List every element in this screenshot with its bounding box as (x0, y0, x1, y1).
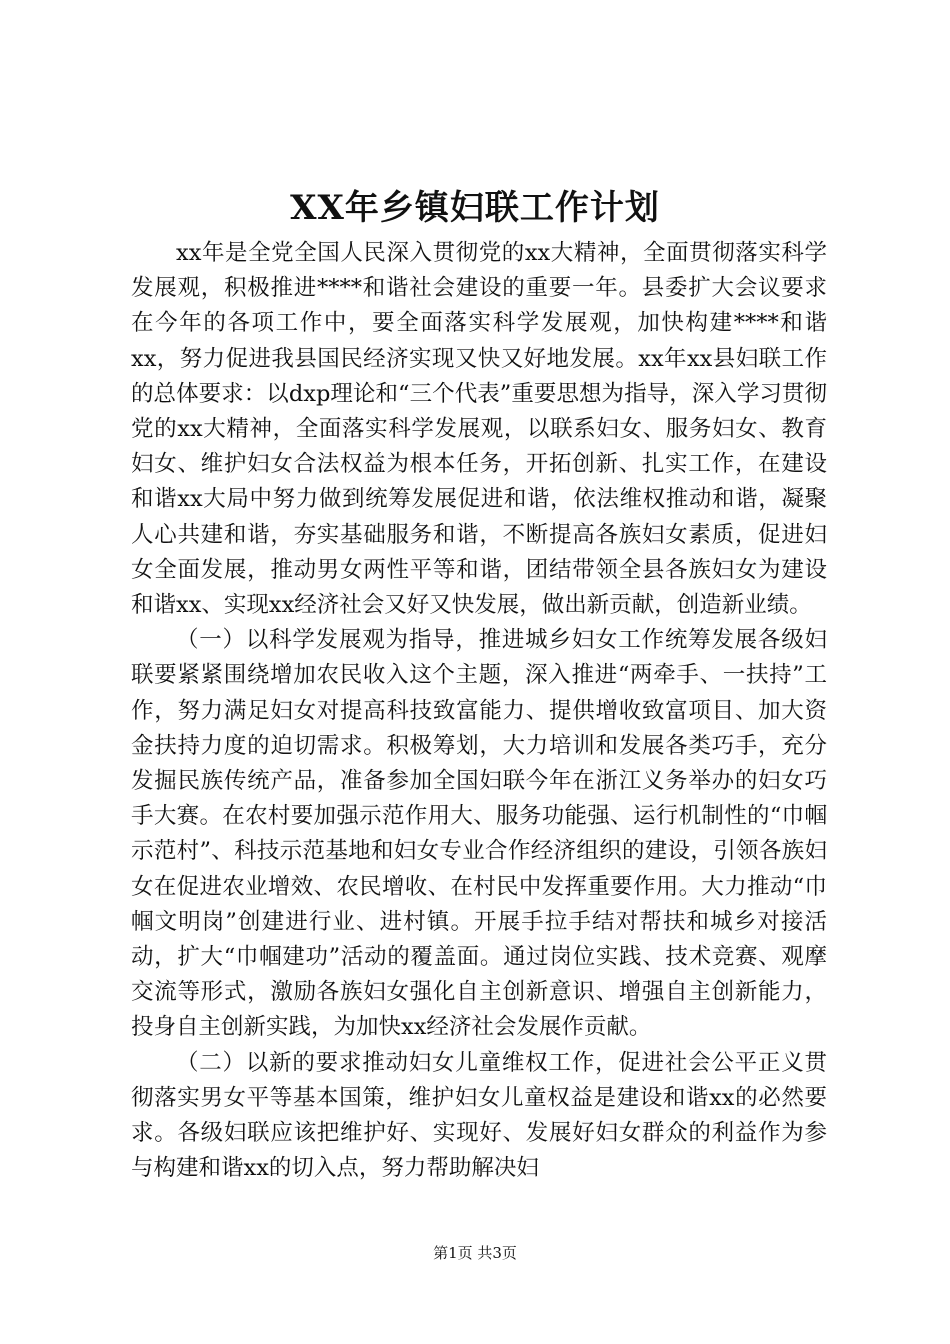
document-title: XX年乡镇妇联工作计划 (290, 188, 660, 228)
page-footer: 第1页 共3页 (433, 1244, 517, 1262)
paragraph-section-1: （一）以科学发展观为指导，推进城乡妇女工作统筹发展各级妇联要紧紧围绕增加农民收入这个主题，深入推进“两牵手、一扶持”工作，努力满足妇女对提高科技致富能力、提供增收致富项目、加大资金扶持力度的迫切需求。积极筹划，大力培训和发展各类巧手，充分发掘民族传统产品，准备参加全国妇联今年在浙江义务举办的妇女巧手大赛。在农村要加强示范作用大、服务功能强、运行机制性的“巾帼示范村”、科技示范基地和妇女专业合作经济组织的建设，引领各族妇女在促进农业增效、农民增收、在村民中发挥重要作用。大力推动“巾帼文明岗”创建进行业、进村镇。开展手拉手结对帮扶和城乡对接活动，扩大“巾帼建功”活动的覆盖面。通过岗位实践、技术竞赛、观摩交流等形式，激励各族妇女强化自主创新意识、增强自主创新能力，投身自主创新实践，为加快xx经济社会发展作贡献。 (131, 627, 827, 1041)
document-body (131, 236, 827, 1186)
paragraph-intro: xx年是全党全国人民深入贯彻党的xx大精神，全面贯彻落实科学发展观，积极推进****和谐社会建设的重要一年。县委扩大会议要求在今年的各项工作中，要全面落实科学发展观，加快构建****和谐xx，努力促进我县国民经济实现又快又好地发展。xx年xx县妇联工作的总体要求：以dxp理论和“三个代表”重要思想为指导，深入学习贯彻党的xx大精神，全面落实科学发展观，以联系妇女、服务妇女、教育妇女、维护妇女合法权益为根本任务，开拓创新、扎实工作，在建设和谐xx大局中努力做到统筹发展促进和谐，依法维权推动和谐，凝聚人心共建和谐，夯实基础服务和谐，不断提高各族妇女素质，促进妇女全面发展，推动男女两性平等和谐，团结带领全县各族妇女为建设和谐xx、实现xx经济社会又好又快发展，做出新贡献，创造新业绩。 (131, 240, 827, 619)
paragraph-section-2: （二）以新的要求推动妇女儿童维权工作，促进社会公平正义贯彻落实男女平等基本国策，维护妇女儿童权益是建设和谐xx的必然要求。各级妇联应该把维护好、实现好、发展好妇女群众的利益作为参与构建和谐xx的切入点，努力帮助解决妇 (131, 1049, 827, 1182)
